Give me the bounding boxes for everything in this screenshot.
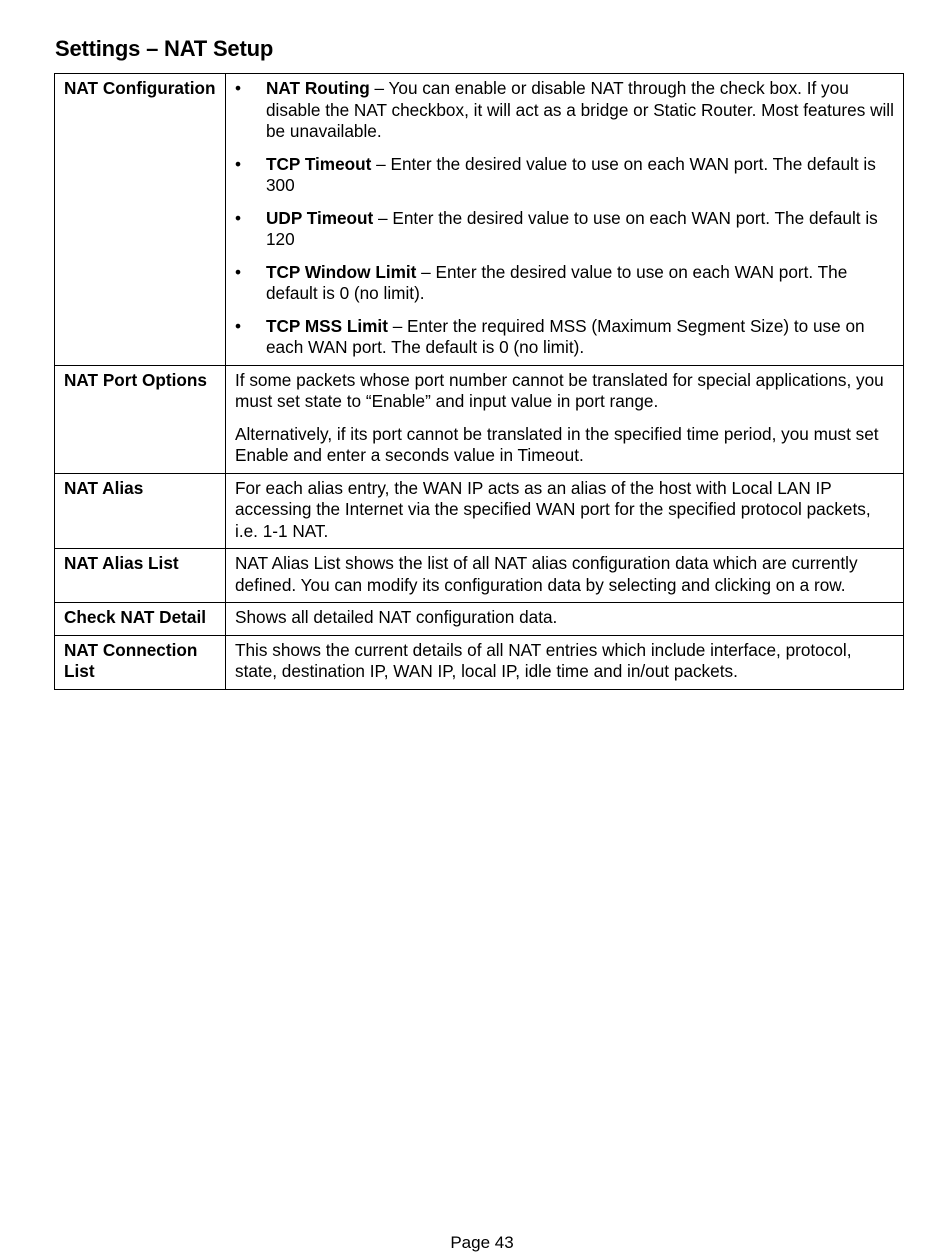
bullet-list: [235, 78, 894, 359]
list-item: [235, 316, 894, 359]
table-row: [55, 473, 904, 549]
row-label: NAT Configuration: [55, 74, 226, 366]
table-row: [55, 365, 904, 473]
row-label: Check NAT Detail: [55, 603, 226, 636]
bullet-icon: •: [235, 153, 242, 174]
row-label: NAT Alias List: [55, 549, 226, 603]
list-item: [235, 78, 894, 143]
list-item: [235, 154, 894, 197]
row-description: [226, 549, 904, 603]
row-description: [226, 365, 904, 473]
row-label: NAT Alias: [55, 473, 226, 549]
bullet-icon: •: [235, 315, 242, 336]
term-description: – Enter the desired value to use on each WAN port. The default is 300: [266, 153, 876, 195]
paragraph: Shows all detailed NAT configuration data.: [235, 607, 558, 627]
term-description: – Enter the desired value to use on each WAN port. The default is 0 (no limit).: [266, 261, 848, 303]
paragraph: If some packets whose port number cannot be translated for special applications, you must set state to “Enable” and input value in port range.: [235, 369, 884, 411]
list-item: [235, 208, 894, 251]
paragraph: NAT Alias List shows the list of all NAT alias configuration data which are currently defined. You can modify its configuration data by selecting and clicking on a row.: [235, 553, 858, 595]
term: TCP Window Limit: [266, 261, 417, 282]
term: TCP Timeout: [266, 153, 372, 174]
row-label: NAT Port Options: [55, 365, 226, 473]
term-description: – Enter the desired value to use on each WAN port. The default is 120: [266, 207, 878, 249]
table-row: [55, 74, 904, 366]
row-description: [226, 473, 904, 549]
term: NAT Routing: [266, 78, 370, 98]
paragraph: Alternatively, if its port cannot be translated in the specified time period, you must set Enable and enter a seconds value in Timeout.: [235, 423, 879, 465]
table-row: [55, 549, 904, 603]
bullet-icon: •: [235, 207, 242, 228]
table-row: [55, 603, 904, 636]
settings-table: [54, 73, 904, 690]
page-number: Page 43: [450, 1233, 514, 1252]
term: UDP Timeout: [266, 207, 374, 228]
table-row: [55, 635, 904, 689]
row-label: NAT Connection List: [55, 635, 226, 689]
paragraph: This shows the current details of all NAT entries which include interface, protocol, state, destination IP, WAN IP, local IP, idle time and in/out packets.: [235, 639, 852, 681]
row-description: [226, 603, 904, 636]
paragraph: For each alias entry, the WAN IP acts as an alias of the host with Local LAN IP accessing the Internet via the specified WAN port for the specified protocol packets, i.e. 1-1 NAT.: [235, 477, 871, 541]
term: TCP MSS Limit: [266, 315, 388, 336]
term-description: – You can enable or disable NAT through the check box. If you disable the NAT checkbox, it will act as a bridge or Static Router. Most features will be unavailable.: [266, 78, 894, 141]
row-description: [226, 74, 904, 366]
bullet-icon: •: [235, 78, 242, 98]
bullet-icon: •: [235, 261, 242, 282]
list-item: [235, 262, 894, 305]
page-title: Settings – NAT Setup: [55, 36, 274, 61]
row-description: [226, 635, 904, 689]
term-description: – Enter the required MSS (Maximum Segment Size) to use on each WAN port. The default is 0 (no limit).: [266, 315, 865, 357]
